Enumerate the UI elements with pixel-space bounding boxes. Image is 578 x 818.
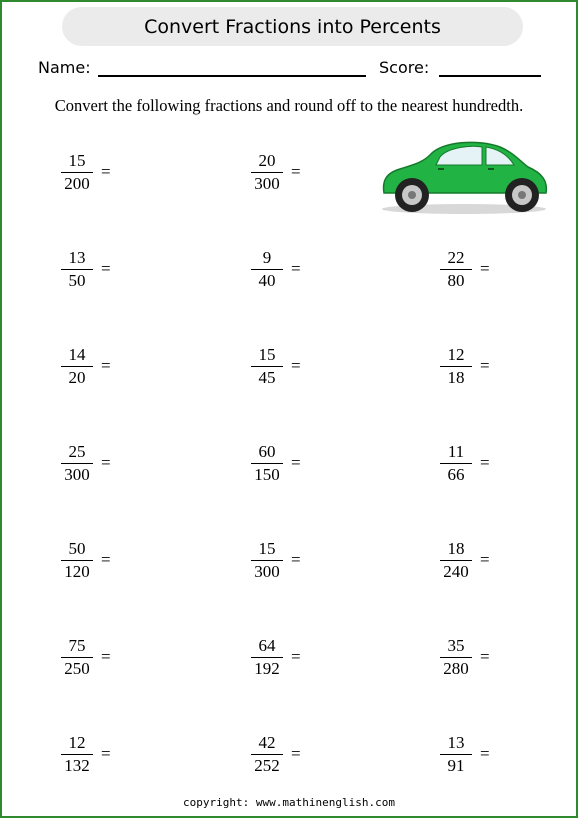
worksheet-title: Convert Fractions into Percents	[62, 7, 523, 46]
denominator: 18	[447, 368, 465, 387]
denominator: 192	[254, 659, 280, 678]
denominator: 200	[64, 174, 90, 193]
numerator: 12	[68, 733, 86, 752]
numerator: 75	[68, 636, 86, 655]
fraction-bar	[440, 560, 472, 561]
denominator: 132	[64, 756, 90, 775]
fraction-problem	[59, 539, 149, 587]
denominator: 280	[443, 659, 469, 678]
fraction	[59, 539, 95, 582]
fraction	[438, 345, 474, 388]
fraction	[249, 733, 285, 776]
fraction-bar	[440, 657, 472, 658]
equals-sign: =	[480, 453, 490, 472]
fraction	[249, 151, 285, 194]
numerator: 12	[447, 345, 465, 364]
numerator: 22	[447, 248, 465, 267]
denominator: 150	[254, 465, 280, 484]
denominator: 240	[443, 562, 469, 581]
fraction	[438, 636, 474, 679]
fraction-bar	[440, 754, 472, 755]
numerator: 13	[447, 733, 465, 752]
numerator: 15	[258, 345, 276, 364]
equals-sign: =	[480, 356, 490, 375]
fraction-bar	[61, 172, 93, 173]
fraction-problem	[249, 345, 339, 393]
fraction-bar	[251, 172, 283, 173]
fraction	[249, 442, 285, 485]
numerator: 60	[258, 442, 276, 461]
name-line	[98, 75, 366, 77]
equals-sign: =	[291, 259, 301, 278]
fraction-problem	[438, 539, 528, 587]
fraction-bar	[61, 560, 93, 561]
equals-sign: =	[101, 647, 111, 666]
numerator: 15	[68, 151, 86, 170]
equals-sign: =	[480, 550, 490, 569]
fraction-problem	[249, 151, 339, 199]
fraction-problem	[59, 151, 149, 199]
fraction	[59, 248, 95, 291]
denominator: 80	[447, 271, 465, 290]
fraction-bar	[251, 463, 283, 464]
denominator: 20	[68, 368, 86, 387]
fraction	[59, 151, 95, 194]
fraction-bar	[61, 366, 93, 367]
equals-sign: =	[291, 744, 301, 763]
fraction-bar	[61, 463, 93, 464]
fraction-bar	[61, 269, 93, 270]
fraction-problem	[59, 248, 149, 296]
numerator: 35	[447, 636, 465, 655]
denominator: 40	[258, 271, 276, 290]
fraction-bar	[440, 269, 472, 270]
fraction-problem	[59, 733, 149, 781]
fraction-problem	[249, 442, 339, 490]
denominator: 45	[258, 368, 276, 387]
equals-sign: =	[291, 647, 301, 666]
numerator: 18	[447, 539, 465, 558]
fraction-bar	[61, 754, 93, 755]
name-label: Name:	[38, 58, 91, 77]
fraction	[438, 248, 474, 291]
equals-sign: =	[101, 162, 111, 181]
numerator: 50	[68, 539, 86, 558]
score-line	[439, 75, 541, 77]
fraction-bar	[61, 657, 93, 658]
fraction-problem	[249, 636, 339, 684]
numerator: 20	[258, 151, 276, 170]
equals-sign: =	[291, 356, 301, 375]
fraction	[249, 345, 285, 388]
fraction-bar	[251, 657, 283, 658]
numerator: 14	[68, 345, 86, 364]
equals-sign: =	[101, 453, 111, 472]
denominator: 66	[447, 465, 465, 484]
car-image	[378, 135, 550, 215]
score-label: Score:	[379, 58, 430, 77]
denominator: 300	[64, 465, 90, 484]
fraction	[59, 345, 95, 388]
fraction-bar	[251, 560, 283, 561]
copyright-footer: copyright: www.mathinenglish.com	[183, 796, 395, 809]
fraction-bar	[251, 366, 283, 367]
fraction	[438, 442, 474, 485]
numerator: 9	[262, 248, 272, 267]
fraction	[438, 539, 474, 582]
equals-sign: =	[291, 453, 301, 472]
equals-sign: =	[480, 259, 490, 278]
fraction	[249, 636, 285, 679]
fraction	[59, 442, 95, 485]
fraction-problem	[59, 345, 149, 393]
fraction-problem	[438, 248, 528, 296]
numerator: 11	[447, 442, 465, 461]
equals-sign: =	[480, 647, 490, 666]
equals-sign: =	[101, 744, 111, 763]
fraction-bar	[440, 366, 472, 367]
fraction-problem	[438, 733, 528, 781]
fraction-problem	[438, 442, 528, 490]
numerator: 25	[68, 442, 86, 461]
numerator: 42	[258, 733, 276, 752]
equals-sign: =	[101, 259, 111, 278]
denominator: 252	[254, 756, 280, 775]
fraction-problem	[249, 248, 339, 296]
equals-sign: =	[101, 550, 111, 569]
fraction	[59, 733, 95, 776]
denominator: 120	[64, 562, 90, 581]
fraction-bar	[251, 754, 283, 755]
fraction	[249, 539, 285, 582]
denominator: 300	[254, 174, 280, 193]
fraction-bar	[440, 463, 472, 464]
equals-sign: =	[101, 356, 111, 375]
fraction-problem	[59, 442, 149, 490]
numerator: 64	[258, 636, 276, 655]
fraction-problem	[438, 636, 528, 684]
equals-sign: =	[291, 162, 301, 181]
denominator: 250	[64, 659, 90, 678]
fraction	[249, 248, 285, 291]
denominator: 91	[447, 756, 465, 775]
fraction	[59, 636, 95, 679]
denominator: 300	[254, 562, 280, 581]
equals-sign: =	[291, 550, 301, 569]
fraction-problem	[249, 733, 339, 781]
fraction-problem	[59, 636, 149, 684]
denominator: 50	[68, 271, 86, 290]
fraction-problem	[249, 539, 339, 587]
fraction	[438, 733, 474, 776]
numerator: 13	[68, 248, 86, 267]
equals-sign: =	[480, 744, 490, 763]
instructions: Convert the following fractions and round off to the nearest hundredth.	[54, 96, 524, 115]
fraction-bar	[251, 269, 283, 270]
fraction-problem	[438, 345, 528, 393]
numerator: 15	[258, 539, 276, 558]
name-score-row	[38, 58, 543, 80]
